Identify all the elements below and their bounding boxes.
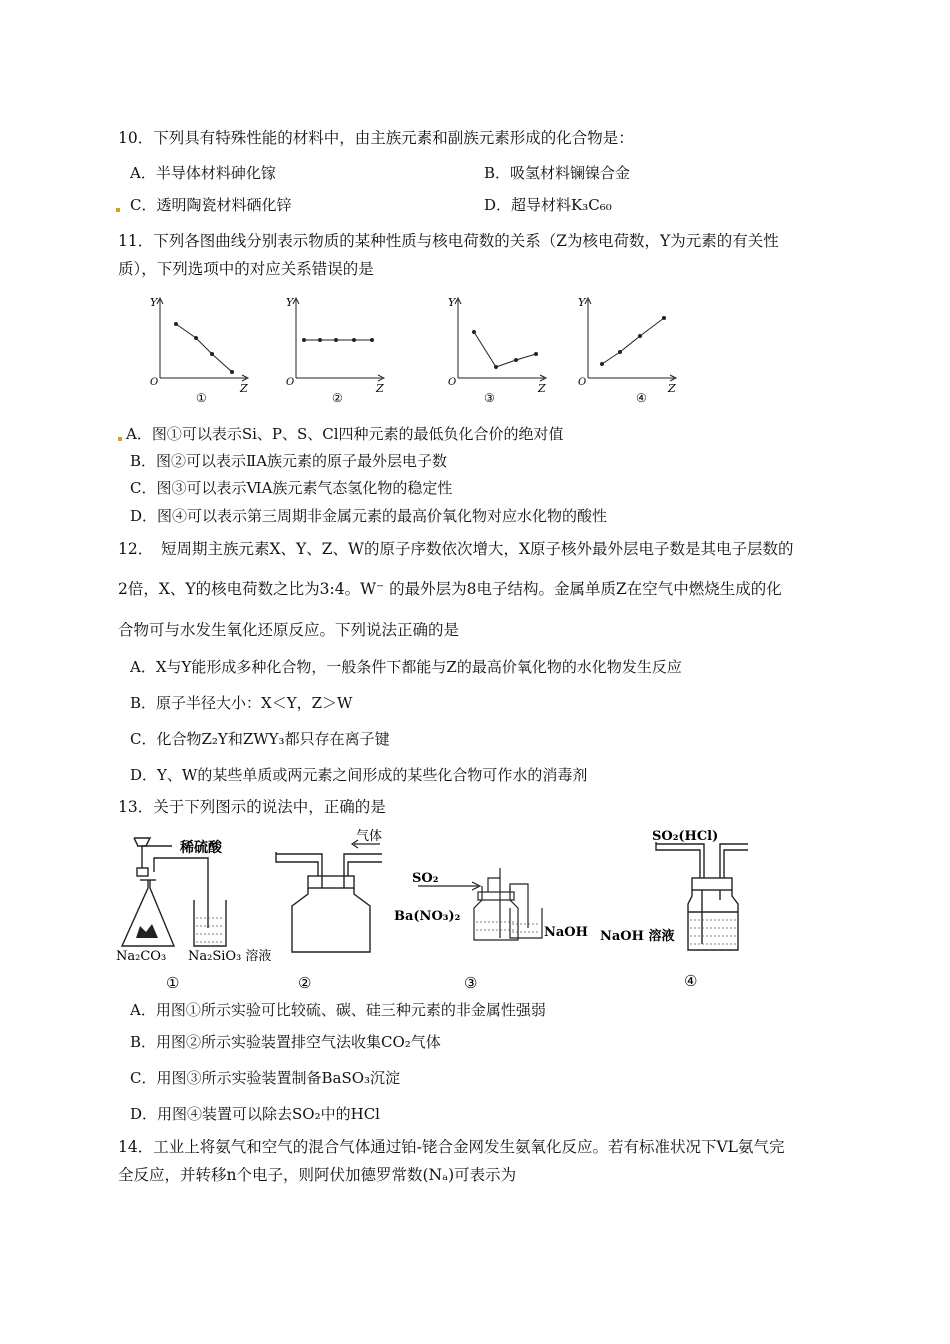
graph-2-x-label: Z bbox=[376, 382, 384, 395]
q11-option-b: B．图②可以表示ⅡA族元素的原子最外层电子数 bbox=[130, 452, 448, 470]
q11-stem-line1: 11．下列各图曲线分别表示物质的某种性质与核电荷数的关系（Z为核电荷数，Y为元素的有关性 bbox=[118, 232, 779, 250]
graph-2-number: ② bbox=[332, 391, 343, 404]
graph-4-number: ④ bbox=[636, 391, 647, 404]
q12-stem-line3: 合物可与水发生氧化还原反应。下列说法正确的是 bbox=[118, 621, 460, 639]
q12-option-a: A．X与Y能形成多种化合物，一般条件下都能与Z的最高价氧化物的水化物发生反应 bbox=[130, 658, 682, 676]
q12-option-d: D．Y、W的某些单质或两元素之间形成的某些化合物可作水的消毒剂 bbox=[130, 766, 588, 784]
apparatus-2-number: ② bbox=[298, 974, 312, 990]
graph-2 bbox=[284, 292, 394, 404]
q12-option-c: C．化合物Z₂Y和ZWY₃都只存在离子键 bbox=[130, 730, 390, 748]
graph-1 bbox=[148, 292, 258, 404]
graph-3-origin: O bbox=[448, 377, 457, 388]
apparatus-4 bbox=[596, 824, 776, 990]
q14-stem-line1: 14．工业上将氨气和空气的混合气体通过铂-铑合金网发生氨氧化反应。若有标准状况下VL氨气完 bbox=[118, 1138, 785, 1156]
scan-mark bbox=[118, 437, 122, 441]
scan-mark bbox=[116, 208, 120, 212]
graph-2-origin: O bbox=[286, 377, 295, 388]
q13-option-b: B．用图②所示实验装置排空气法收集CO₂气体 bbox=[130, 1033, 441, 1051]
apparatus-3-beaker-label: NaOH bbox=[544, 925, 588, 940]
graph-4-y-label: Y bbox=[578, 296, 586, 309]
graph-3-y-label: Y bbox=[448, 296, 456, 309]
apparatus-4-number: ④ bbox=[684, 972, 698, 990]
q10-option-a: A．半导体材料砷化镓 bbox=[130, 164, 276, 182]
apparatus-1-flask-label: Na₂CO₃ bbox=[116, 949, 167, 964]
q12-stem-line1: 12． 短周期主族元素X、Y、Z、W的原子序数依次增大，X原子核外最外层电子数是其电子层数的 bbox=[118, 540, 794, 558]
apparatus-1-acid-label: 稀硫酸 bbox=[180, 840, 222, 856]
graph-3 bbox=[446, 292, 556, 404]
q12-option-b: B．原子半径大小：X＜Y，Z＞W bbox=[130, 694, 353, 712]
graph-1-x-label: Z bbox=[240, 382, 248, 395]
q10-option-d: D．超导材料K₃C₆₀ bbox=[484, 196, 612, 214]
apparatus-1-number: ① bbox=[166, 974, 180, 990]
q10-option-c: C．透明陶瓷材料硒化锌 bbox=[130, 196, 292, 214]
apparatus-4-liquid-label: NaOH 溶液 bbox=[600, 929, 675, 944]
apparatus-3 bbox=[392, 828, 592, 990]
q11-option-d: D．图④可以表示第三周期非金属元素的最高价氧化物对应水化物的酸性 bbox=[130, 507, 608, 525]
apparatus-2-gas-label: 气体 bbox=[356, 829, 383, 844]
apparatus-1 bbox=[112, 828, 272, 990]
graph-1-number: ① bbox=[196, 391, 207, 404]
graph-4-origin: O bbox=[578, 377, 587, 388]
graph-1-origin: O bbox=[150, 377, 159, 388]
q12-stem-line2: 2倍，X、Y的核电荷数之比为3:4。W⁻ 的最外层为8电子结构。金属单质Z在空气中燃烧生成的化 bbox=[118, 580, 782, 598]
apparatus-2 bbox=[270, 828, 400, 990]
graph-3-number: ③ bbox=[484, 391, 495, 404]
graph-2-y-label: Y bbox=[286, 296, 294, 309]
q11-option-c: C．图③可以表示ⅥA族元素气态氢化物的稳定性 bbox=[130, 479, 453, 497]
q11-stem-line2: 质），下列选项中的对应关系错误的是 bbox=[118, 260, 374, 278]
apparatus-4-gas-label: SO₂(HCl) bbox=[652, 829, 719, 844]
graph-3-x-label: Z bbox=[538, 382, 546, 395]
apparatus-3-number: ③ bbox=[464, 974, 478, 990]
graph-4 bbox=[576, 292, 686, 404]
apparatus-3-gas-label: SO₂ bbox=[412, 871, 439, 886]
graph-4-x-label: Z bbox=[668, 382, 676, 395]
graph-1-y-label: Y bbox=[150, 296, 158, 309]
q13-option-c: C．用图③所示实验装置制备BaSO₃沉淀 bbox=[130, 1069, 401, 1087]
apparatus-3-bottle-label: Ba(NO₃)₂ bbox=[394, 909, 461, 924]
q10-stem: 10．下列具有特殊性能的材料中，由主族元素和副族元素形成的化合物是： bbox=[118, 129, 634, 147]
q13-stem: 13．关于下列图示的说法中，正确的是 bbox=[118, 798, 386, 816]
q10-option-b: B．吸氢材料镧镍合金 bbox=[484, 164, 631, 182]
q11-option-a: A．图①可以表示Si、P、S、Cl四种元素的最低负化合价的绝对值 bbox=[126, 425, 564, 443]
apparatus-1-beaker-label: Na₂SiO₃ 溶液 bbox=[188, 949, 272, 964]
q13-option-d: D．用图④装置可以除去SO₂中的HCl bbox=[130, 1105, 380, 1123]
q14-stem-line2: 全反应，并转移n个电子，则阿伏加德罗常数(Nₐ)可表示为 bbox=[118, 1166, 517, 1184]
q13-option-a: A．用图①所示实验可比较硫、碳、硅三种元素的非金属性强弱 bbox=[130, 1001, 546, 1019]
